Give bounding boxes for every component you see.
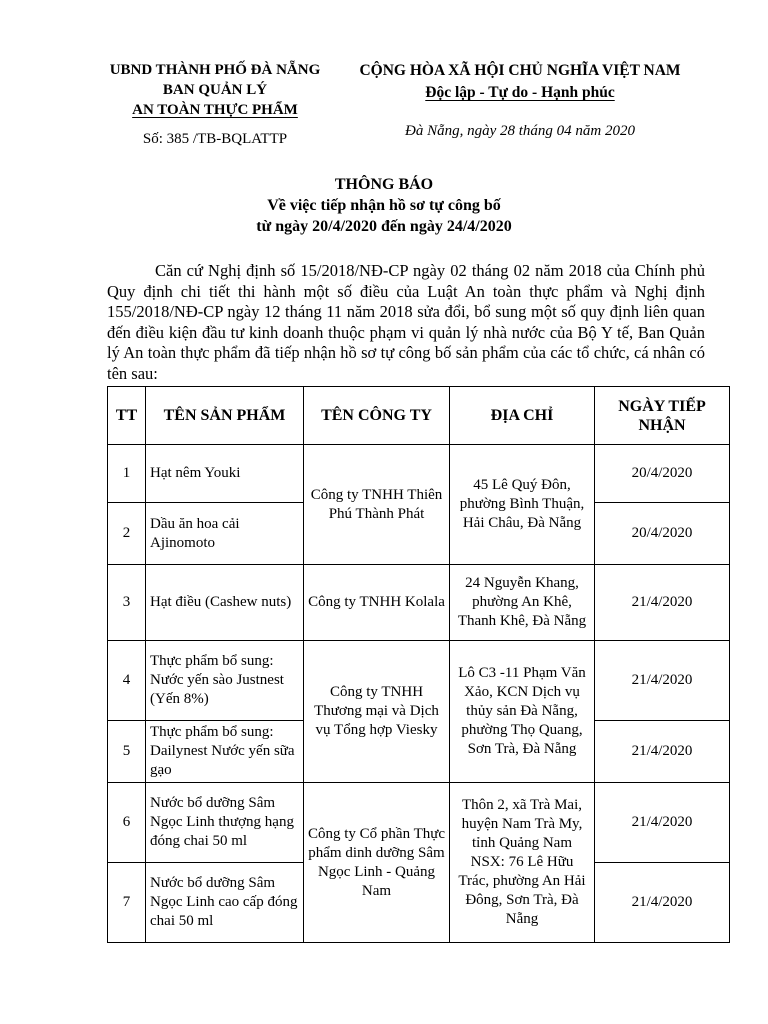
product-name: Thực phẩm bổ sung: Nước yến sào Justnest (Yến 8%) (146, 641, 304, 721)
row-number: 4 (108, 641, 146, 721)
received-date: 21/4/2020 (595, 863, 730, 943)
product-name: Dầu ăn hoa cải Ajinomoto (146, 503, 304, 565)
intro-paragraph: Căn cứ Nghị định số 15/2018/NĐ-CP ngày 02 tháng 02 năm 2018 của Chính phủ Quy định chi tiết thi hành một số điều của Luật An toàn thực phẩm và Nghị định 155/2018/NĐ-CP ngày 12 tháng 11 năm 2018 sửa đổi, bổ sung một số quy định liên quan đến điều kiện đầu tư kinh doanh thuộc phạm vi quản lý nhà nước của Bộ Y tế, Ban Quản lý An toàn thực phẩm đã tiếp nhận hồ sơ tự công bố sản phẩm của các tổ chức, cá nhân có tên sau: (107, 261, 705, 383)
company-name: Công ty TNHH Thương mại và Dịch vụ Tổng hợp Viesky (304, 641, 450, 783)
table-row (108, 641, 730, 721)
company-address: Lô C3 -11 Phạm Văn Xảo, KCN Dịch vụ thủy sản Đà Nẵng, phường Thọ Quang, Sơn Trà, Đà Nẵng (450, 641, 595, 783)
nation-motto: Độc lập - Tự do - Hạnh phúc (425, 84, 615, 101)
received-date: 20/4/2020 (595, 445, 730, 503)
product-name: Hạt nêm Youki (146, 445, 304, 503)
issuer-city: UBND THÀNH PHỐ ĐÀ NẴNG (109, 62, 321, 78)
issuer-header (100, 60, 330, 149)
product-name: Thực phẩm bổ sung: Dailynest Nước yến sữa gạo (146, 721, 304, 783)
product-name: Nước bổ dưỡng Sâm Ngọc Linh cao cấp đóng chai 50 ml (146, 863, 304, 943)
col-header-product: TÊN SẢN PHẨM (146, 387, 304, 445)
title-period: từ ngày 20/4/2020 đến ngày 24/4/2020 (256, 218, 512, 235)
nation-name: CỘNG HÒA XÃ HỘI CHỦ NGHĨA VIỆT NAM (359, 62, 681, 79)
company-name: Công ty TNHH Kolala (304, 565, 450, 641)
issuer-dept: BAN QUẢN LÝ (162, 82, 268, 98)
col-header-date: NGÀY TIẾP NHẬN (595, 387, 730, 445)
table-row (108, 565, 730, 641)
row-number: 2 (108, 503, 146, 565)
product-name: Hạt điều (Cashew nuts) (146, 565, 304, 641)
row-number: 3 (108, 565, 146, 641)
title-heading: THÔNG BÁO (334, 176, 434, 193)
title-subject: Về việc tiếp nhận hồ sơ tự công bố (267, 197, 501, 214)
table-row (108, 445, 730, 503)
document-date: Đà Nẵng, ngày 28 tháng 04 năm 2020 (405, 123, 635, 139)
document-number: Số: 385 /TB-BQLATTP (142, 131, 288, 147)
row-number: 1 (108, 445, 146, 503)
col-header-tt: TT (108, 387, 146, 445)
col-header-company: TÊN CÔNG TY (304, 387, 450, 445)
table-header-row (108, 387, 730, 445)
table-row (108, 783, 730, 863)
product-name: Nước bổ dưỡng Sâm Ngọc Linh thượng hạng đóng chai 50 ml (146, 783, 304, 863)
document-title (0, 174, 768, 237)
issuer-dept-name: AN TOÀN THỰC PHẨM (132, 102, 298, 118)
national-header (330, 60, 710, 142)
product-table (107, 386, 730, 943)
received-date: 21/4/2020 (595, 783, 730, 863)
row-number: 5 (108, 721, 146, 783)
col-header-address: ĐỊA CHỈ (450, 387, 595, 445)
company-name: Công ty TNHH Thiên Phú Thành Phát (304, 445, 450, 565)
company-address: Thôn 2, xã Trà Mai, huyện Nam Trà My, tỉnh Quảng Nam NSX: 76 Lê Hữu Trác, phường An Hải Đông, Sơn Trà, Đà Nẵng (450, 783, 595, 943)
company-address: 24 Nguyễn Khang, phường An Khê, Thanh Khê, Đà Nẵng (450, 565, 595, 641)
row-number: 7 (108, 863, 146, 943)
received-date: 21/4/2020 (595, 721, 730, 783)
received-date: 21/4/2020 (595, 565, 730, 641)
company-address: 45 Lê Quý Đôn, phường Bình Thuận, Hải Châu, Đà Nẵng (450, 445, 595, 565)
company-name: Công ty Cổ phần Thực phẩm dinh dưỡng Sâm Ngọc Linh - Quảng Nam (304, 783, 450, 943)
received-date: 21/4/2020 (595, 641, 730, 721)
received-date: 20/4/2020 (595, 503, 730, 565)
row-number: 6 (108, 783, 146, 863)
